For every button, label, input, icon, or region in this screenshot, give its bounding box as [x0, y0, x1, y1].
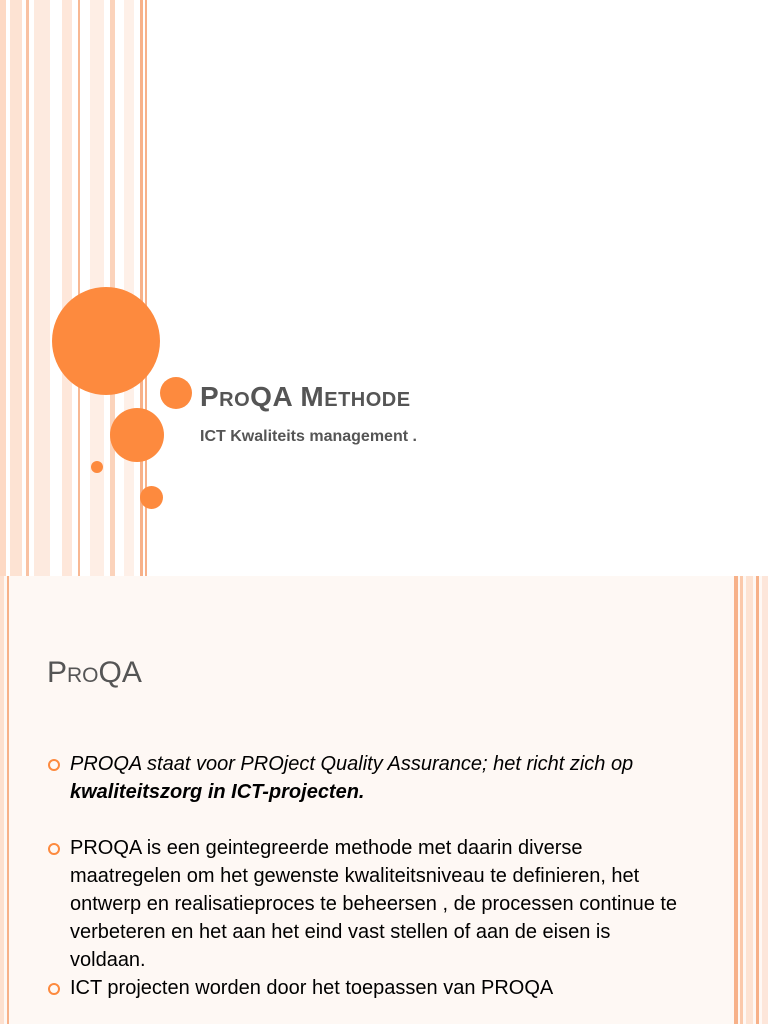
decorative-circle-large: [52, 287, 160, 395]
decorative-stripe: [746, 576, 753, 1024]
decorative-circle-dot: [91, 461, 103, 473]
bullet-text-emphasis: kwaliteitszorg in ICT-projecten.: [70, 781, 365, 803]
slide-title: ProQA Methode: [200, 381, 411, 412]
decorative-stripe: [34, 0, 50, 576]
hollow-circle-bullet-icon: [48, 759, 60, 771]
bullet-list: [48, 750, 688, 1002]
decorative-circle-lower: [140, 486, 163, 509]
slide-subtitle: ICT Kwaliteits management .: [200, 428, 417, 445]
bullet-text: PROQA is een geintegreerde methode met daarin diverse maatregelen om het gewenste kwaliteitsniveau te definieren, het ontwerp en realisatieproces te beheersen , de processen continue te verbeteren en het aan het eind vast stellen of aan de eisen is voldaan.: [70, 837, 678, 971]
decorative-stripe: [124, 0, 134, 576]
decorative-circle-small: [160, 377, 192, 409]
decorative-stripe: [62, 0, 72, 576]
decorative-stripe: [0, 576, 4, 1024]
decorative-stripe: [78, 0, 80, 576]
hollow-circle-bullet-icon: [48, 983, 60, 995]
content-slide: [0, 576, 768, 1024]
decorative-stripe: [756, 576, 759, 1024]
bullet-item: [48, 974, 688, 1002]
decorative-stripe: [26, 0, 29, 576]
decorative-circle-medium: [110, 408, 164, 462]
hollow-circle-bullet-icon: [48, 843, 60, 855]
bullet-text: PROQA staat voor PROject Quality Assurance; het richt zich op: [70, 753, 634, 775]
content-slide-title: ProQA: [47, 656, 142, 689]
decorative-stripe: [762, 576, 768, 1024]
bullet-item: [48, 834, 688, 974]
decorative-stripe: [7, 576, 9, 1024]
decorative-stripe: [740, 576, 743, 1024]
decorative-stripe: [0, 0, 6, 576]
bullet-text: ICT projecten worden door het toepassen van PROQA: [70, 977, 554, 999]
decorative-stripe: [734, 576, 738, 1024]
decorative-stripe: [10, 0, 22, 576]
bullet-item: [48, 750, 688, 806]
